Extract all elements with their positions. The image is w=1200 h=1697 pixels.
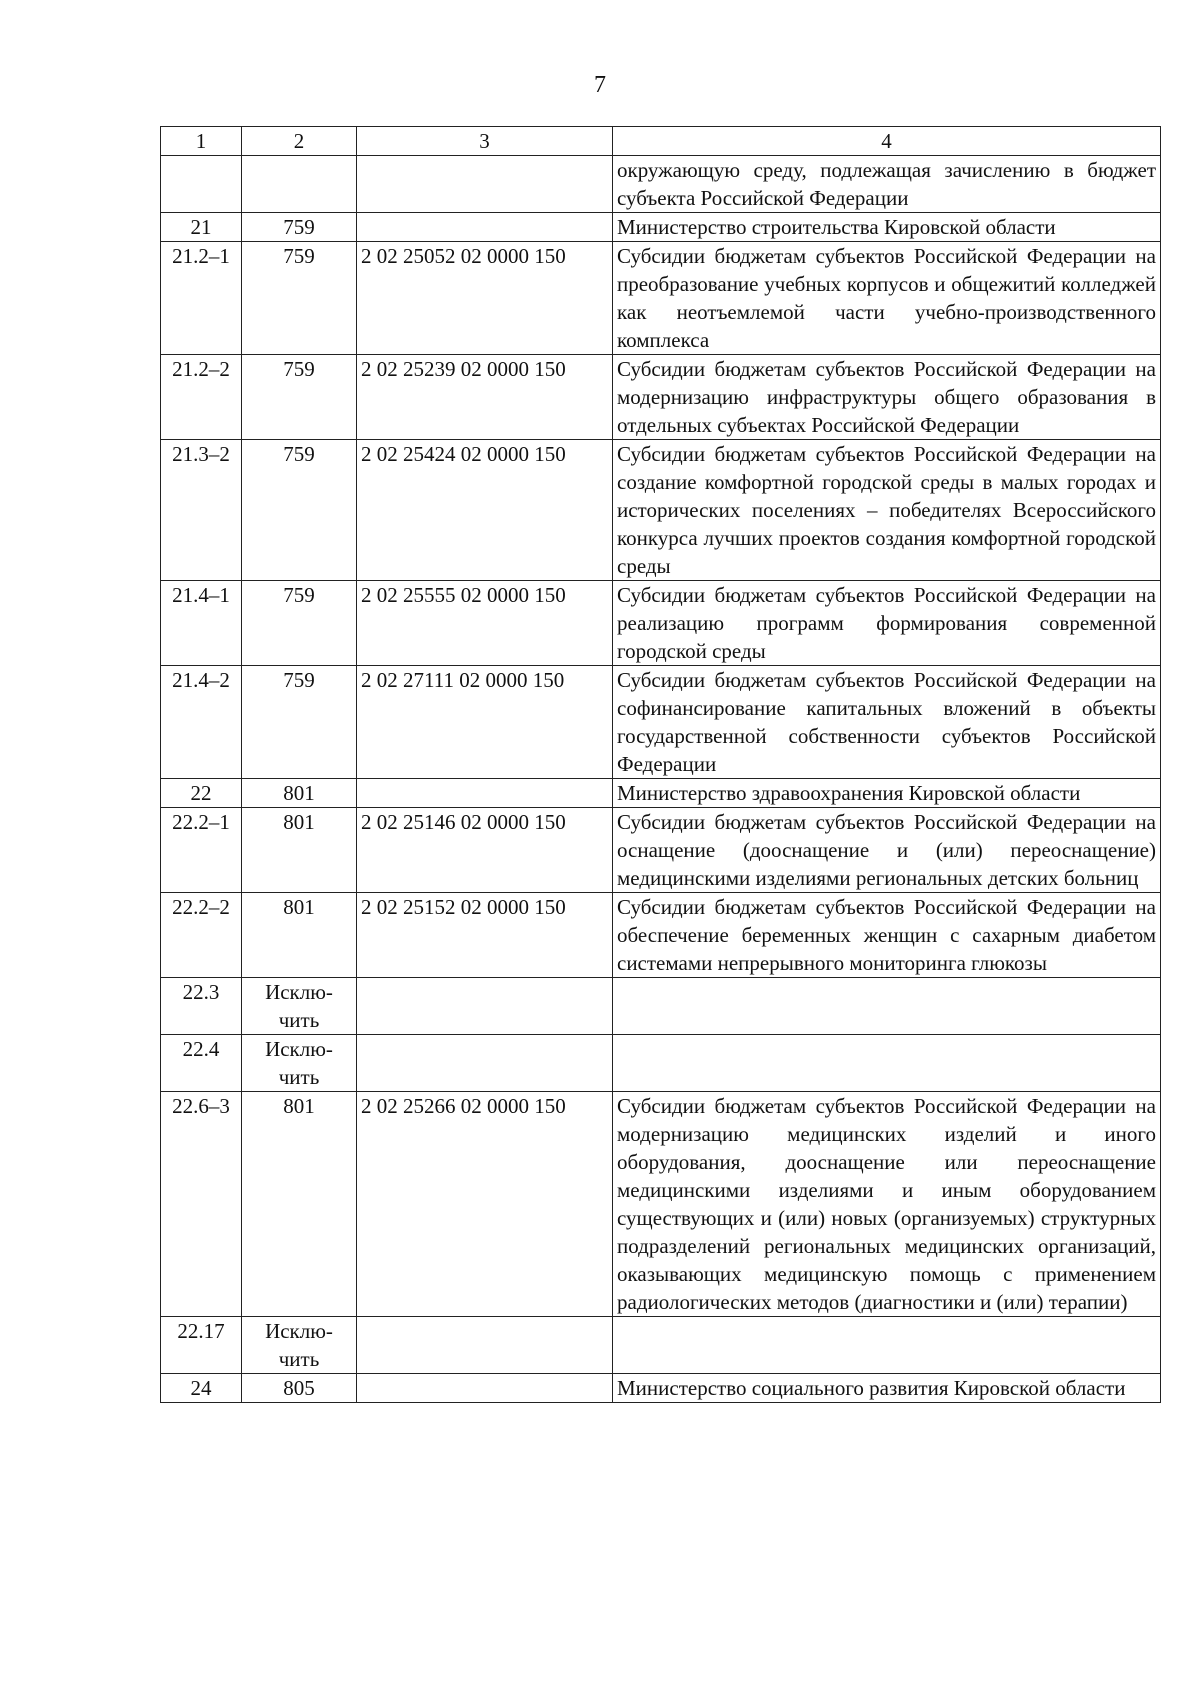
description-cell (613, 1317, 1161, 1374)
income-code-cell (357, 213, 613, 242)
description-cell: Субсидии бюджетам субъектов Российской Федерации на преобразование учебных корпусов и общежитий колледжей как неотъемлемой части учебно-производственного комплекса (613, 242, 1161, 355)
income-code-cell (357, 779, 613, 808)
table-row (161, 1035, 1161, 1092)
chapter-code-cell: 759 (242, 666, 357, 779)
description-cell (613, 978, 1161, 1035)
row-number-cell: 21.2–1 (161, 242, 242, 355)
chapter-code-cell: 759 (242, 581, 357, 666)
description-cell (613, 1035, 1161, 1092)
chapter-code-cell: Исклю- чить (242, 1317, 357, 1374)
chapter-code-cell: 801 (242, 1092, 357, 1317)
description-cell: Субсидии бюджетам субъектов Российской Федерации на софинансирование капитальных вложений в объекты государственной собственности субъектов Российской Федерации (613, 666, 1161, 779)
income-code-cell: 2 02 25424 02 0000 150 (357, 440, 613, 581)
table-row (161, 440, 1161, 581)
income-code-cell: 2 02 27111 02 0000 150 (357, 666, 613, 779)
row-number-cell: 22.17 (161, 1317, 242, 1374)
row-number-cell: 21.4–2 (161, 666, 242, 779)
table-row (161, 666, 1161, 779)
chapter-code-cell: 801 (242, 808, 357, 893)
chapter-code-cell: 759 (242, 242, 357, 355)
table-header (161, 127, 1161, 156)
description-cell: Субсидии бюджетам субъектов Российской Федерации на оснащение (дооснащение и (или) переоснащение) медицинскими изделиями региональных детских больниц (613, 808, 1161, 893)
description-cell: Субсидии бюджетам субъектов Российской Федерации на создание комфортной городской среды в малых городах и исторических поселениях – победителях Всероссийского конкурса лучших проектов создания комфортной городской среды (613, 440, 1161, 581)
row-number-cell: 21.2–2 (161, 355, 242, 440)
income-code-cell (357, 156, 613, 213)
table-row (161, 808, 1161, 893)
row-number-cell: 22 (161, 779, 242, 808)
row-number-cell (161, 156, 242, 213)
row-number-cell: 22.2–1 (161, 808, 242, 893)
chapter-code-cell: Исклю- чить (242, 978, 357, 1035)
chapter-code-cell: 759 (242, 355, 357, 440)
table-row (161, 242, 1161, 355)
row-number-cell: 21.3–2 (161, 440, 242, 581)
row-number-cell: 22.2–2 (161, 893, 242, 978)
description-cell: окружающую среду, подлежащая зачислению в бюджет субъекта Российской Федерации (613, 156, 1161, 213)
table-body (161, 156, 1161, 1403)
description-cell: Субсидии бюджетам субъектов Российской Федерации на модернизацию медицинских изделий и иного оборудования, дооснащение или переоснащение медицинскими изделиями и иным оборудованием существующих и (или) новых (организуемых) структурных подразделений региональных медицинских организаций, оказывающих медицинскую помощь с применением радиологических методов (диагностики и (или) терапии) (613, 1092, 1161, 1317)
income-code-cell: 2 02 25146 02 0000 150 (357, 808, 613, 893)
table-row (161, 1317, 1161, 1374)
chapter-code-cell: 801 (242, 779, 357, 808)
table-row (161, 1374, 1161, 1403)
row-number-cell: 22.4 (161, 1035, 242, 1092)
chapter-code-cell (242, 156, 357, 213)
budget-codes-table (160, 126, 1161, 1403)
page-number: 7 (594, 72, 606, 98)
header-col-1: 1 (161, 127, 242, 156)
description-cell: Министерство здравоохранения Кировской области (613, 779, 1161, 808)
description-cell: Субсидии бюджетам субъектов Российской Федерации на обеспечение беременных женщин с сахарным диабетом системами непрерывного мониторинга глюкозы (613, 893, 1161, 978)
table-row (161, 779, 1161, 808)
chapter-code-cell: Исклю- чить (242, 1035, 357, 1092)
description-cell: Министерство социального развития Кировской области (613, 1374, 1161, 1403)
chapter-code-cell: 759 (242, 213, 357, 242)
table-row (161, 213, 1161, 242)
row-number-cell: 22.3 (161, 978, 242, 1035)
header-col-2: 2 (242, 127, 357, 156)
income-code-cell: 2 02 25555 02 0000 150 (357, 581, 613, 666)
income-code-cell (357, 1374, 613, 1403)
income-code-cell (357, 1317, 613, 1374)
header-row (161, 127, 1161, 156)
chapter-code-cell: 801 (242, 893, 357, 978)
income-code-cell (357, 1035, 613, 1092)
table-row (161, 355, 1161, 440)
table-row (161, 893, 1161, 978)
income-code-cell: 2 02 25052 02 0000 150 (357, 242, 613, 355)
row-number-cell: 22.6–3 (161, 1092, 242, 1317)
income-code-cell: 2 02 25266 02 0000 150 (357, 1092, 613, 1317)
income-code-cell: 2 02 25152 02 0000 150 (357, 893, 613, 978)
table-row (161, 978, 1161, 1035)
header-col-3: 3 (357, 127, 613, 156)
chapter-code-cell: 805 (242, 1374, 357, 1403)
header-col-4: 4 (613, 127, 1161, 156)
description-cell: Субсидии бюджетам субъектов Российской Федерации на реализацию программ формирования современной городской среды (613, 581, 1161, 666)
table-row (161, 581, 1161, 666)
row-number-cell: 24 (161, 1374, 242, 1403)
income-code-cell: 2 02 25239 02 0000 150 (357, 355, 613, 440)
description-cell: Субсидии бюджетам субъектов Российской Федерации на модернизацию инфраструктуры общего образования в отдельных субъектах Российской Федерации (613, 355, 1161, 440)
income-code-cell (357, 978, 613, 1035)
chapter-code-cell: 759 (242, 440, 357, 581)
table-row (161, 156, 1161, 213)
row-number-cell: 21.4–1 (161, 581, 242, 666)
table-row (161, 1092, 1161, 1317)
row-number-cell: 21 (161, 213, 242, 242)
description-cell: Министерство строительства Кировской области (613, 213, 1161, 242)
